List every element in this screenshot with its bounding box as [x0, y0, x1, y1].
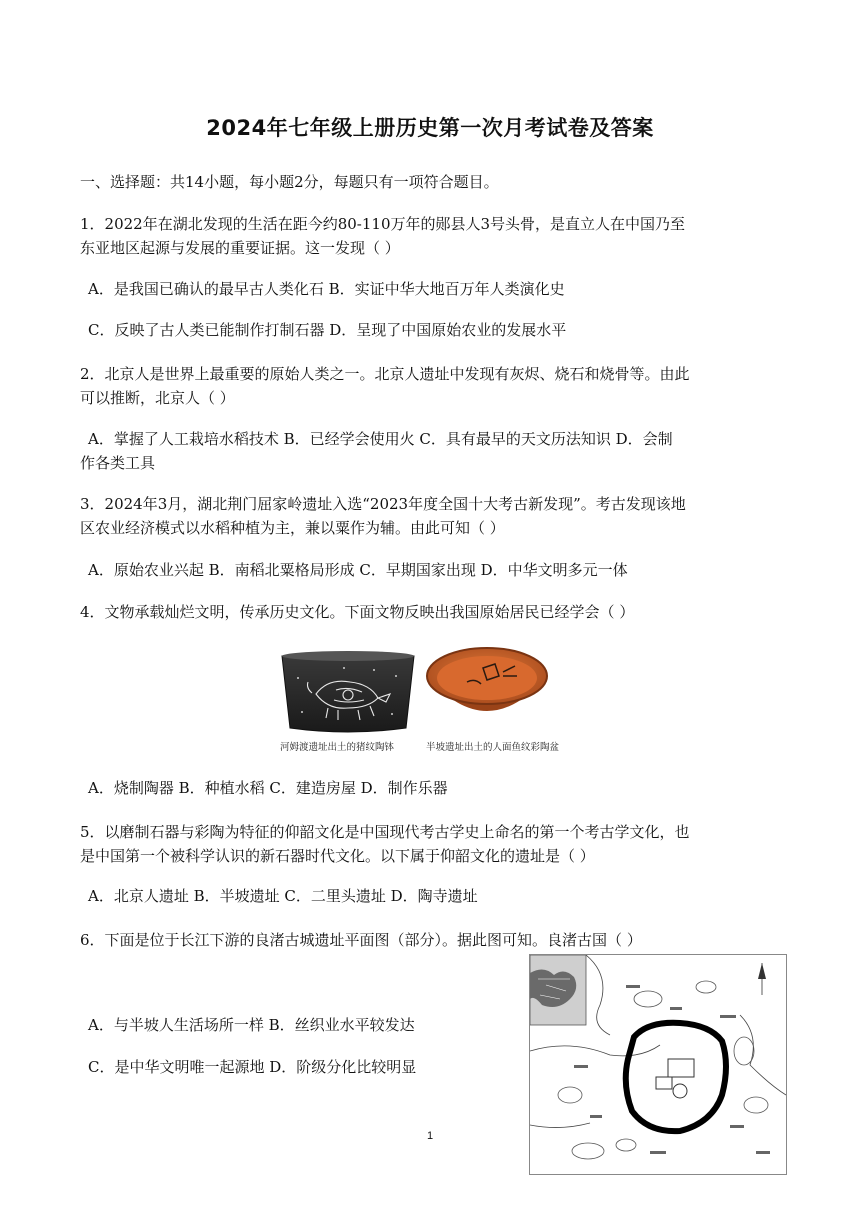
- pig-pattern-pottery-bowl-image: [278, 648, 418, 736]
- question-3-stem-line1: 3．2024年3月，湖北荆门屈家岭遗址入选“2023年度全国十大考古新发现”。考古发现该地: [80, 495, 686, 513]
- page-title: 2024年七年级上册历史第一次月考试卷及答案: [206, 116, 654, 140]
- question-4-options-line1: A．烧制陶器 B．种植水稻 C．建造房屋 D．制作乐器: [88, 779, 448, 797]
- caption-pig-bowl: 河姆渡遗址出土的猪纹陶钵: [280, 742, 395, 753]
- human-fish-pattern-basin-image: [423, 646, 551, 738]
- question-6-options-line2: C．是中华文明唯一起源地 D．阶级分化比较明显: [88, 1058, 417, 1076]
- question-5-options-line1: A．北京人遗址 B．半坡遗址 C．二里头遗址 D．陶寺遗址: [88, 887, 478, 905]
- question-6-stem-line1: 6．下面是位于长江下游的良渚古城遗址平面图（部分）。据此图可知。良渚古国（ ）: [80, 931, 642, 949]
- question-2-stem-line2: 可以推断，北京人（ ）: [80, 389, 235, 407]
- caption-fish-basin: 半坡遗址出土的人面鱼纹彩陶盆: [426, 742, 560, 753]
- question-5-stem-line2: 是中国第一个被科学认识的新石器时代文化。以下属于仰韶文化的遗址是（ ）: [80, 847, 595, 865]
- question-5-stem-line1: 5．以磨制石器与彩陶为特征的仰韶文化是中国现代考古学史上命名的第一个考古学文化，也: [80, 823, 690, 841]
- page-number: 1: [426, 1130, 434, 1142]
- question-4-stem-line1: 4．文物承载灿烂文明，传承历史文化。下面文物反映出我国原始居民已经学会（ ）: [80, 603, 635, 621]
- question-1-options-line1: A．是我国已确认的最早古人类化石 B．实证中华大地百万年人类演化史: [88, 280, 565, 298]
- question-1-stem-line2: 东亚地区起源与发展的重要证据。这一发现（ ）: [80, 239, 400, 257]
- question-2-stem-line1: 2．北京人是世界上最重要的原始人类之一。北京人遗址中发现有灰烬、烧石和烧骨等。由此: [80, 365, 690, 383]
- section-heading: 一、选择题：共14小题，每小题2分，每题只有一项符合题目。: [80, 173, 499, 191]
- question-6-options-line1: A．与半坡人生活场所一样 B．丝织业水平较发达: [88, 1016, 415, 1034]
- question-3-stem-line2: 区农业经济模式以水稻种植为主，兼以粟作为辅。由此可知（ ）: [80, 519, 505, 537]
- question-3-options-line1: A．原始农业兴起 B．南稻北粟格局形成 C．早期国家出现 D．中华文明多元一体: [88, 561, 628, 579]
- question-2-options-line1: A．掌握了人工栽培水稻技术 B．已经学会使用火 C．具有最早的天文历法知识 D．会制: [88, 430, 673, 448]
- question-2-options-line2: 作各类工具: [80, 454, 156, 472]
- artifacts-figure: [278, 646, 584, 756]
- question-1-options-line2: C．反映了古人类已能制作打制石器 D．呈现了中国原始农业的发展水平: [88, 321, 567, 339]
- question-1-stem-line1: 1．2022年在湖北发现的生活在距今约80-110万年的郧县人3号头骨，是直立人在中国乃至: [80, 215, 686, 233]
